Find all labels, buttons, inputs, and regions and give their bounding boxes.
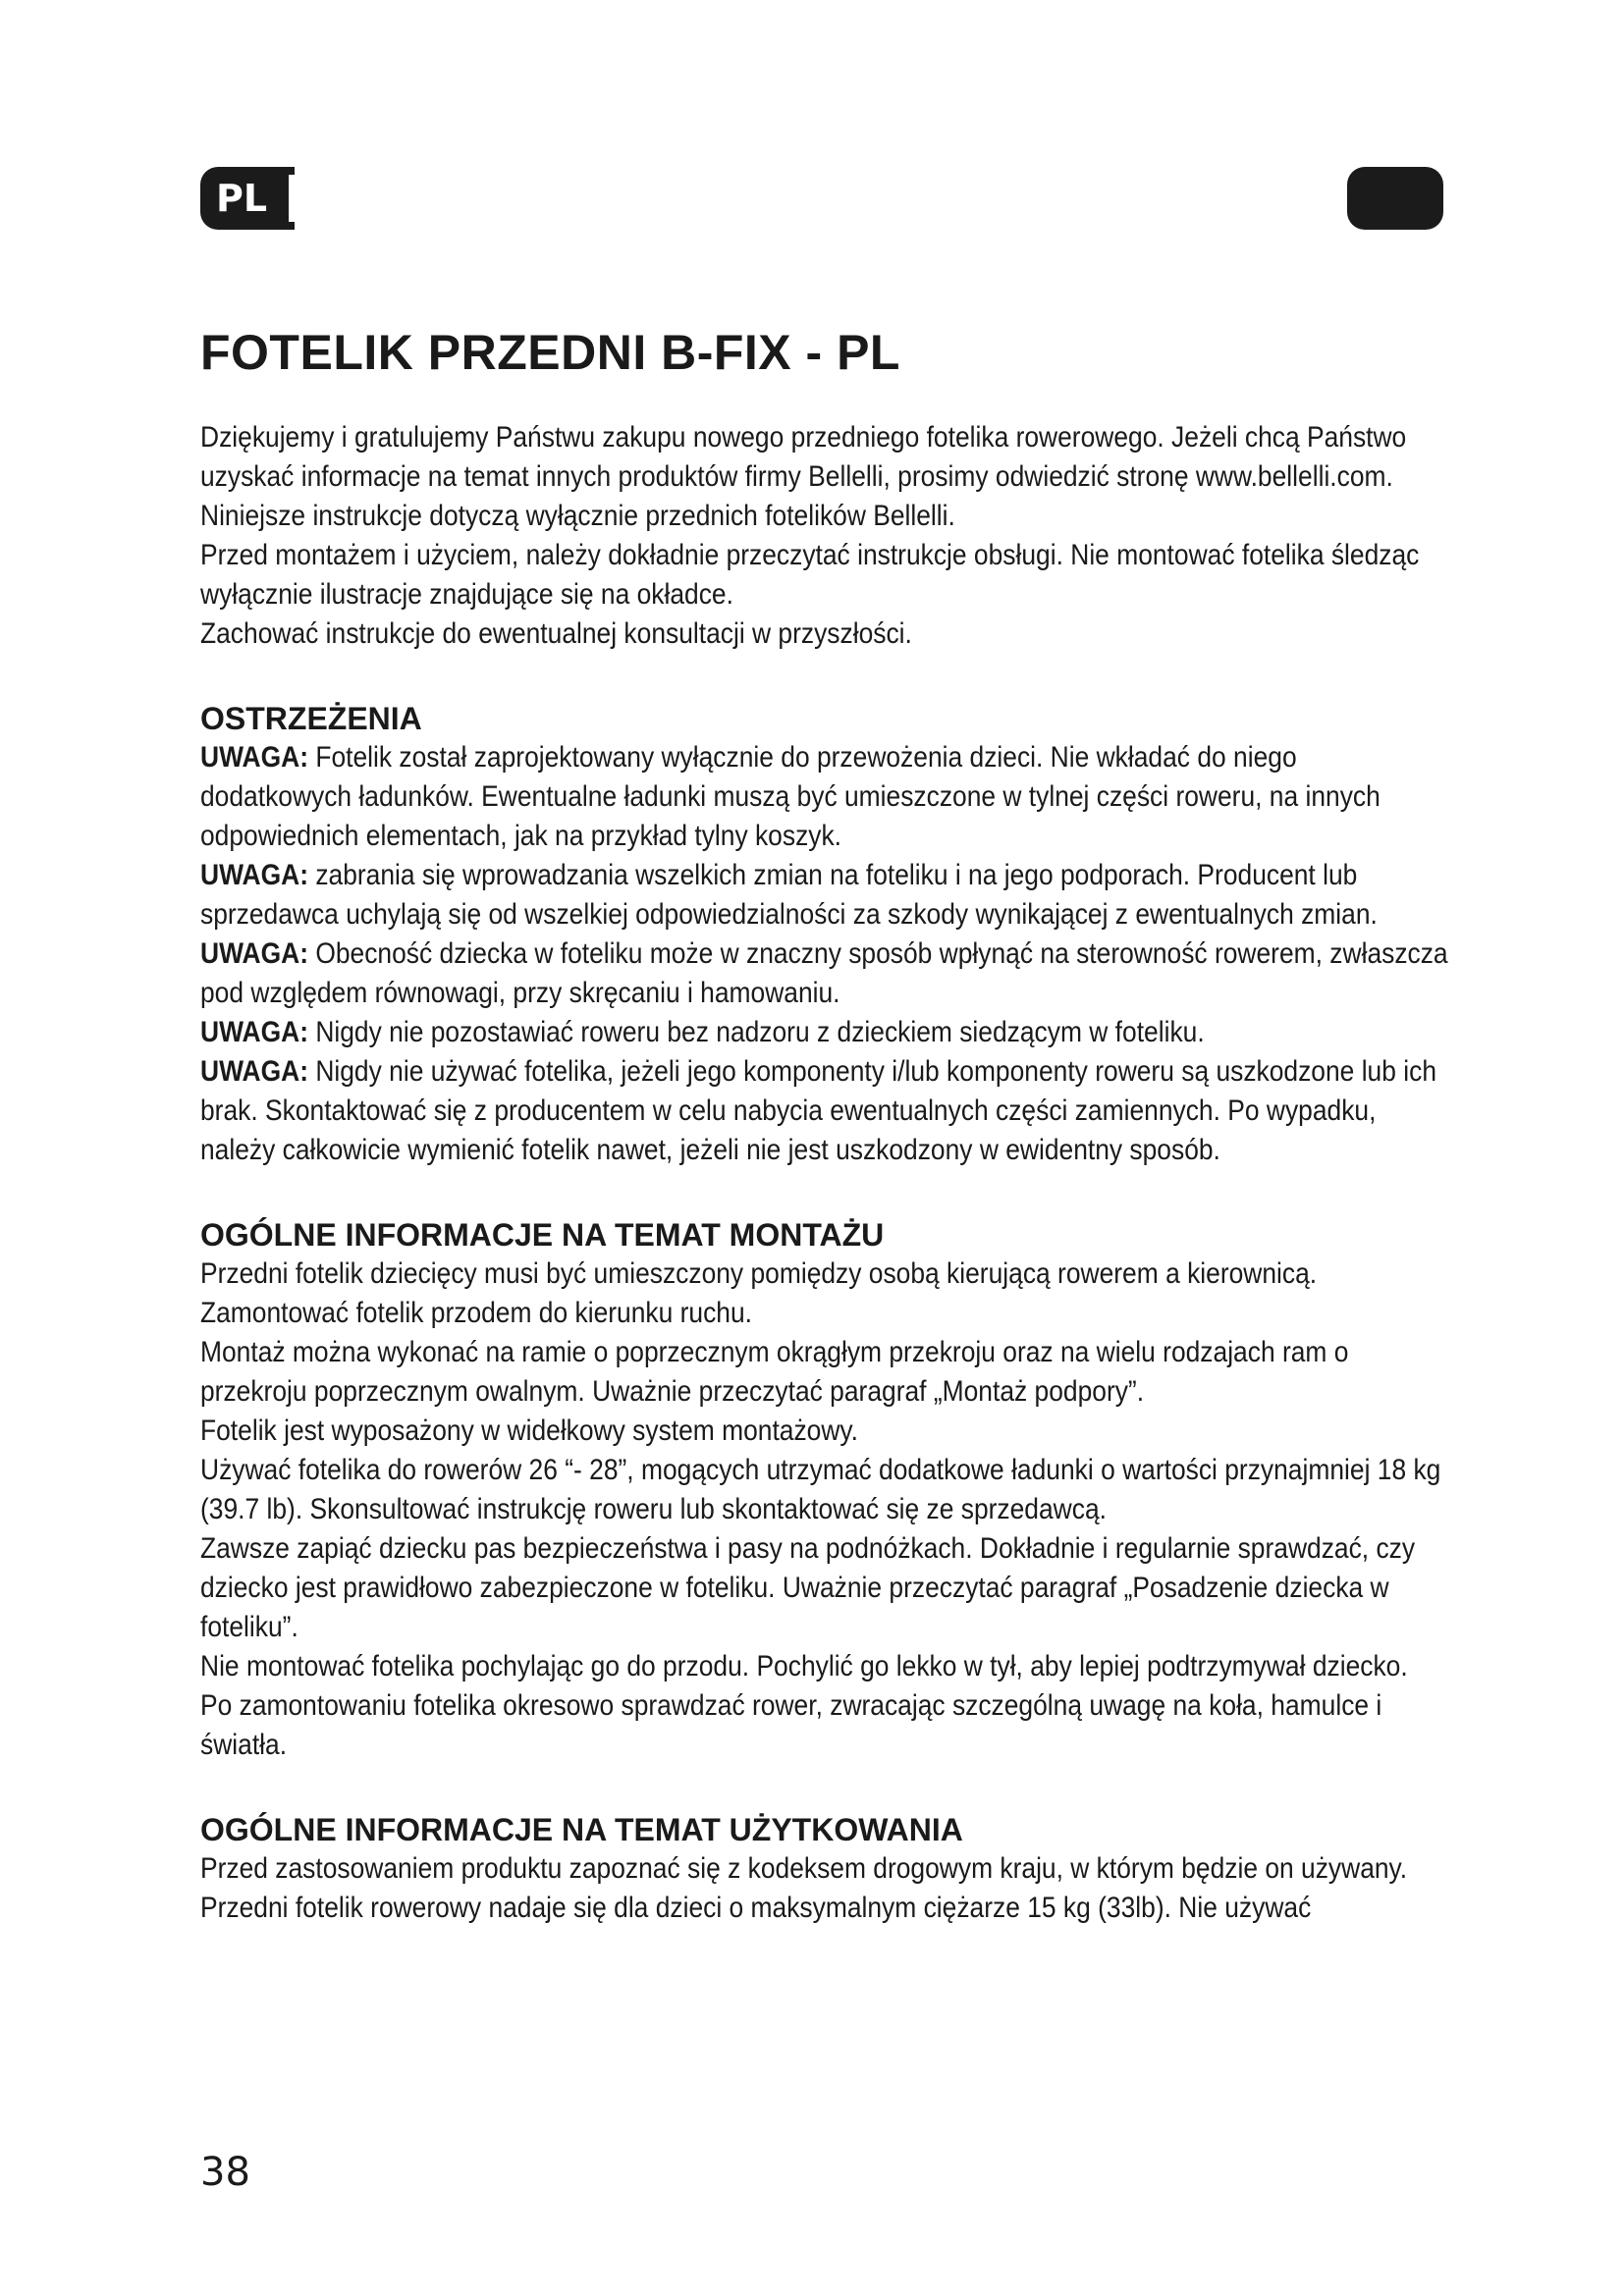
warning-label: UWAGA: bbox=[200, 937, 308, 970]
usage-paragraph: Przed zastosowaniem produktu zapoznać się z kodeksem drogowym kraju, w którym będzie on używany. bbox=[200, 1852, 1408, 1885]
warning-label: UWAGA: bbox=[200, 859, 308, 891]
badge-notch bbox=[289, 175, 295, 222]
mounting-paragraph: Nie montować fotelika pochylając go do przodu. Pochylić go lekko w tył, aby lepiej podtrzymywał dziecko. bbox=[200, 1650, 1408, 1682]
warning-item: UWAGA: Nigdy nie używać fotelika, jeżeli jego komponenty i/lub komponenty roweru są uszkodzone lub ich brak. Skontaktować się z producentem w celu nabycia ewentualnych części zamiennych. Po wypadku, należy całkowicie wymienić fotelik nawet, jeżeli nie jest uszkodzony w ewidentny sposób. bbox=[200, 1055, 1437, 1166]
page-number: 38 bbox=[200, 2150, 250, 2195]
warning-item: UWAGA: Fotelik został zaprojektowany wyłącznie do przewożenia dzieci. Nie wkładać do niego dodatkowych ładunków. Ewentualne ładunki muszą być umieszczone w tylnej części roweru, na innych odpowiednich elementach, jak na przykład tylny koszyk. bbox=[200, 741, 1380, 852]
section-tab-marker bbox=[1347, 167, 1443, 230]
warning-label: UWAGA: bbox=[200, 1016, 308, 1048]
warnings-section bbox=[200, 738, 1447, 1170]
language-badge bbox=[200, 167, 295, 230]
language-code: PL bbox=[216, 177, 268, 220]
warning-item: UWAGA: Obecność dziecka w foteliku może w znaczny sposób wpłynąć na sterowność rowerem, zwłaszcza pod względem równowagi, przy skręcaniu i hamowaniu. bbox=[200, 937, 1448, 1009]
mounting-section bbox=[200, 1255, 1447, 1765]
intro-section bbox=[200, 418, 1447, 654]
mounting-paragraph: Montaż można wykonać na ramie o poprzecznym okrągłym przekroju oraz na wielu rodzajach ram o przekroju poprzecznym owalnym. Uważnie przeczytać paragraf „Montaż podpory”. bbox=[200, 1336, 1349, 1408]
mounting-paragraph: Przedni fotelik dziecięcy musi być umieszczony pomiędzy osobą kierującą rowerem a kierownicą. Zamontować fotelik przodem do kierunku ruchu. bbox=[200, 1257, 1318, 1329]
usage-paragraph: Przedni fotelik rowerowy nadaje się dla dzieci o maksymalnym ciężarze 15 kg (33lb). Nie używać bbox=[200, 1892, 1312, 1924]
mounting-paragraph: Po zamontowaniu fotelika okresowo sprawdzać rower, zwracając szczególną uwagę na koła, hamulce i światła. bbox=[200, 1689, 1382, 1761]
manual-page-content bbox=[200, 324, 1447, 1928]
warnings-heading: OSTRZEŻENIA bbox=[200, 701, 422, 736]
warning-label: UWAGA: bbox=[200, 741, 308, 774]
usage-section bbox=[200, 1849, 1447, 1928]
warning-item: UWAGA: zabrania się wprowadzania wszelkich zmian na foteliku i na jego podporach. Producent lub sprzedawca uchylają się od wszelkiej odpowiedzialności za szkody wynikającej z ewentualnych zmian. bbox=[200, 859, 1378, 931]
intro-paragraph: Przed montażem i użyciem, należy dokładnie przeczytać instrukcje obsługi. Nie montować fotelika śledząc wyłącznie ilustracje znajdujące się na okładce. bbox=[200, 539, 1420, 611]
intro-paragraph: Zachować instrukcje do ewentualnej konsultacji w przyszłości. bbox=[200, 617, 912, 650]
mounting-paragraph: Fotelik jest wyposażony w widełkowy system montażowy. bbox=[200, 1415, 859, 1447]
warning-label: UWAGA: bbox=[200, 1055, 308, 1088]
usage-heading: OGÓLNE INFORMACJE NA TEMAT UŻYTKOWANIA bbox=[200, 1812, 963, 1847]
mounting-paragraph: Zawsze zapiąć dziecku pas bezpieczeństwa i pasy na podnóżkach. Dokładnie i regularnie sprawdzać, czy dziecko jest prawidłowo zabezpieczone w foteliku. Uważnie przeczytać paragraf „Posadzenie dziecka w foteliku”. bbox=[200, 1532, 1416, 1643]
intro-paragraph: Niniejsze instrukcje dotyczą wyłącznie przednich fotelików Bellelli. bbox=[200, 500, 955, 532]
page-title: FOTELIK PRZEDNI B-FIX - PL bbox=[200, 325, 900, 380]
warning-item: UWAGA: Nigdy nie pozostawiać roweru bez nadzoru z dzieckiem siedzącym w foteliku. bbox=[200, 1016, 1205, 1048]
intro-paragraph: Dziękujemy i gratulujemy Państwu zakupu nowego przedniego fotelika rowerowego. Jeżeli chcą Państwo uzyskać informacje na temat innych produktów firmy Bellelli, prosimy odwiedzić stronę www.bellelli.com. bbox=[200, 421, 1407, 493]
mounting-paragraph: Używać fotelika do rowerów 26 “- 28”, mogących utrzymać dodatkowe ładunki o wartości przynajmniej 18 kg (39.7 lb). Skonsultować instrukcję roweru lub skontaktować się ze sprzedawcą. bbox=[200, 1454, 1441, 1525]
mounting-heading: OGÓLNE INFORMACJE NA TEMAT MONTAŻU bbox=[200, 1217, 885, 1253]
